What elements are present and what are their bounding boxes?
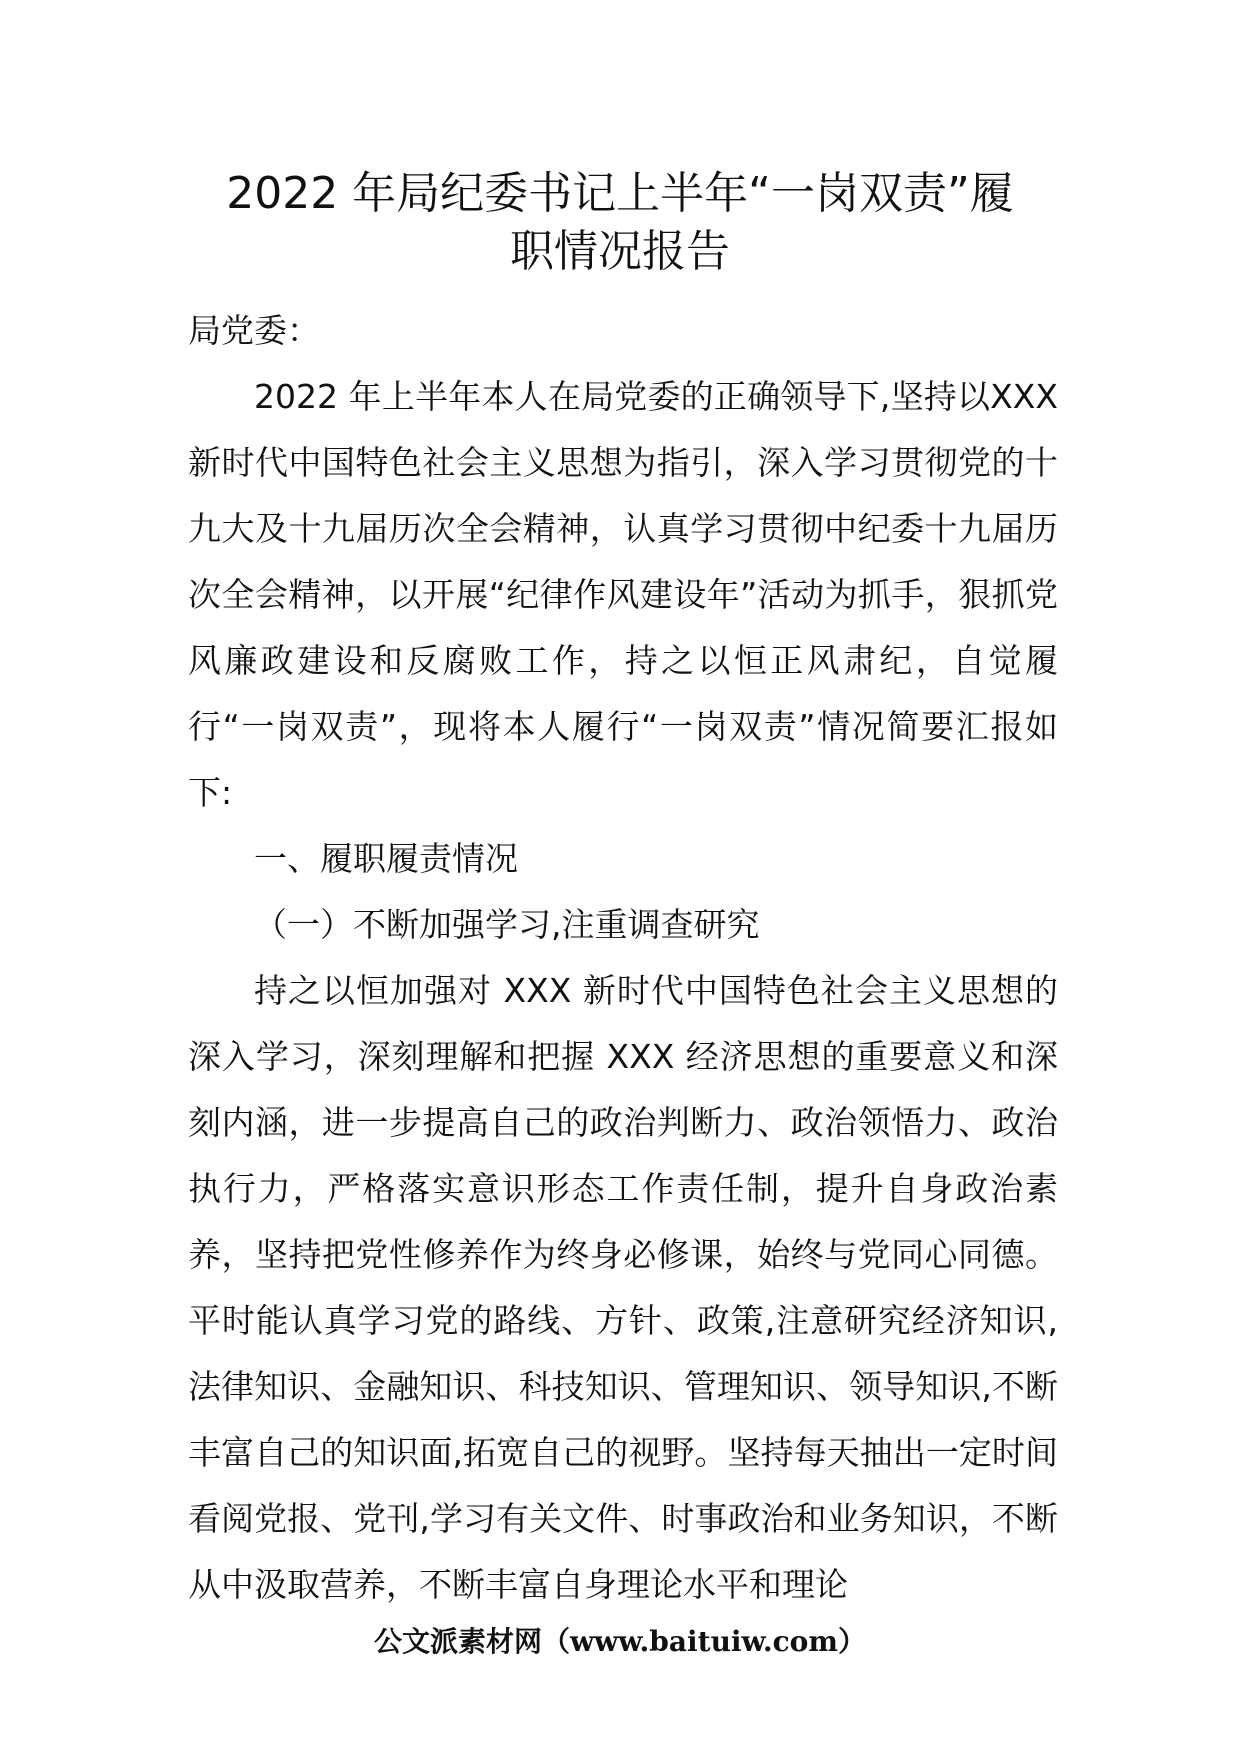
footer-watermark: 公文派素材网（www.baituiw.com） [374, 1625, 866, 1658]
salutation: 局党委： [188, 311, 320, 350]
document-body [188, 298, 1058, 1618]
subsection-heading: （一）不断加强学习,注重调查研究 [254, 905, 760, 944]
title-line-2: 职情况报告 [510, 226, 730, 277]
body-paragraph: 持之以恒加强对 XXX 新时代中国特色社会主义思想的深入学习，深刻理解和把握 XXX 经济思想的重要意义和深刻内涵，进一步提高自己的政治判断力、政治领悟力、政治执行力，严格落实意识形态工作责任制，提升自身政治素养，坚持把党性修养作为终身必修课，始终与党同心同德。平时能认真学习党的路线、方针、政策,注意研究经济知识,法律知识、金融知识、科技知识、管理知识、领导知识,不断丰富自己的知识面,拓宽自己的视野。坚持每天抽出一定时间看阅党报、党刊,学习有关文件、时事政治和业务知识，不断从中汲取营养，不断丰富自身理论水平和理论 [188, 971, 1058, 1604]
intro-paragraph: 2022 年上半年本人在局党委的正确领导下,坚持以XXX 新时代中国特色社会主义思想为指引，深入学习贯彻党的十九大及十九届历次全会精神，认真学习贯彻中纪委十九届历次全会精神，以开展“纪律作风建设年”活动为抓手，狠抓党风廉政建设和反腐败工作，持之以恒正风肃纪，自觉履行“一岗双责”，现将本人履行“一岗双责”情况简要汇报如下: [188, 377, 1058, 812]
document-title [150, 165, 1090, 281]
section-heading: 一、履职履责情况 [254, 839, 518, 878]
title-line-1: 2022 年局纪委书记上半年“一岗双责”履 [226, 168, 1014, 219]
